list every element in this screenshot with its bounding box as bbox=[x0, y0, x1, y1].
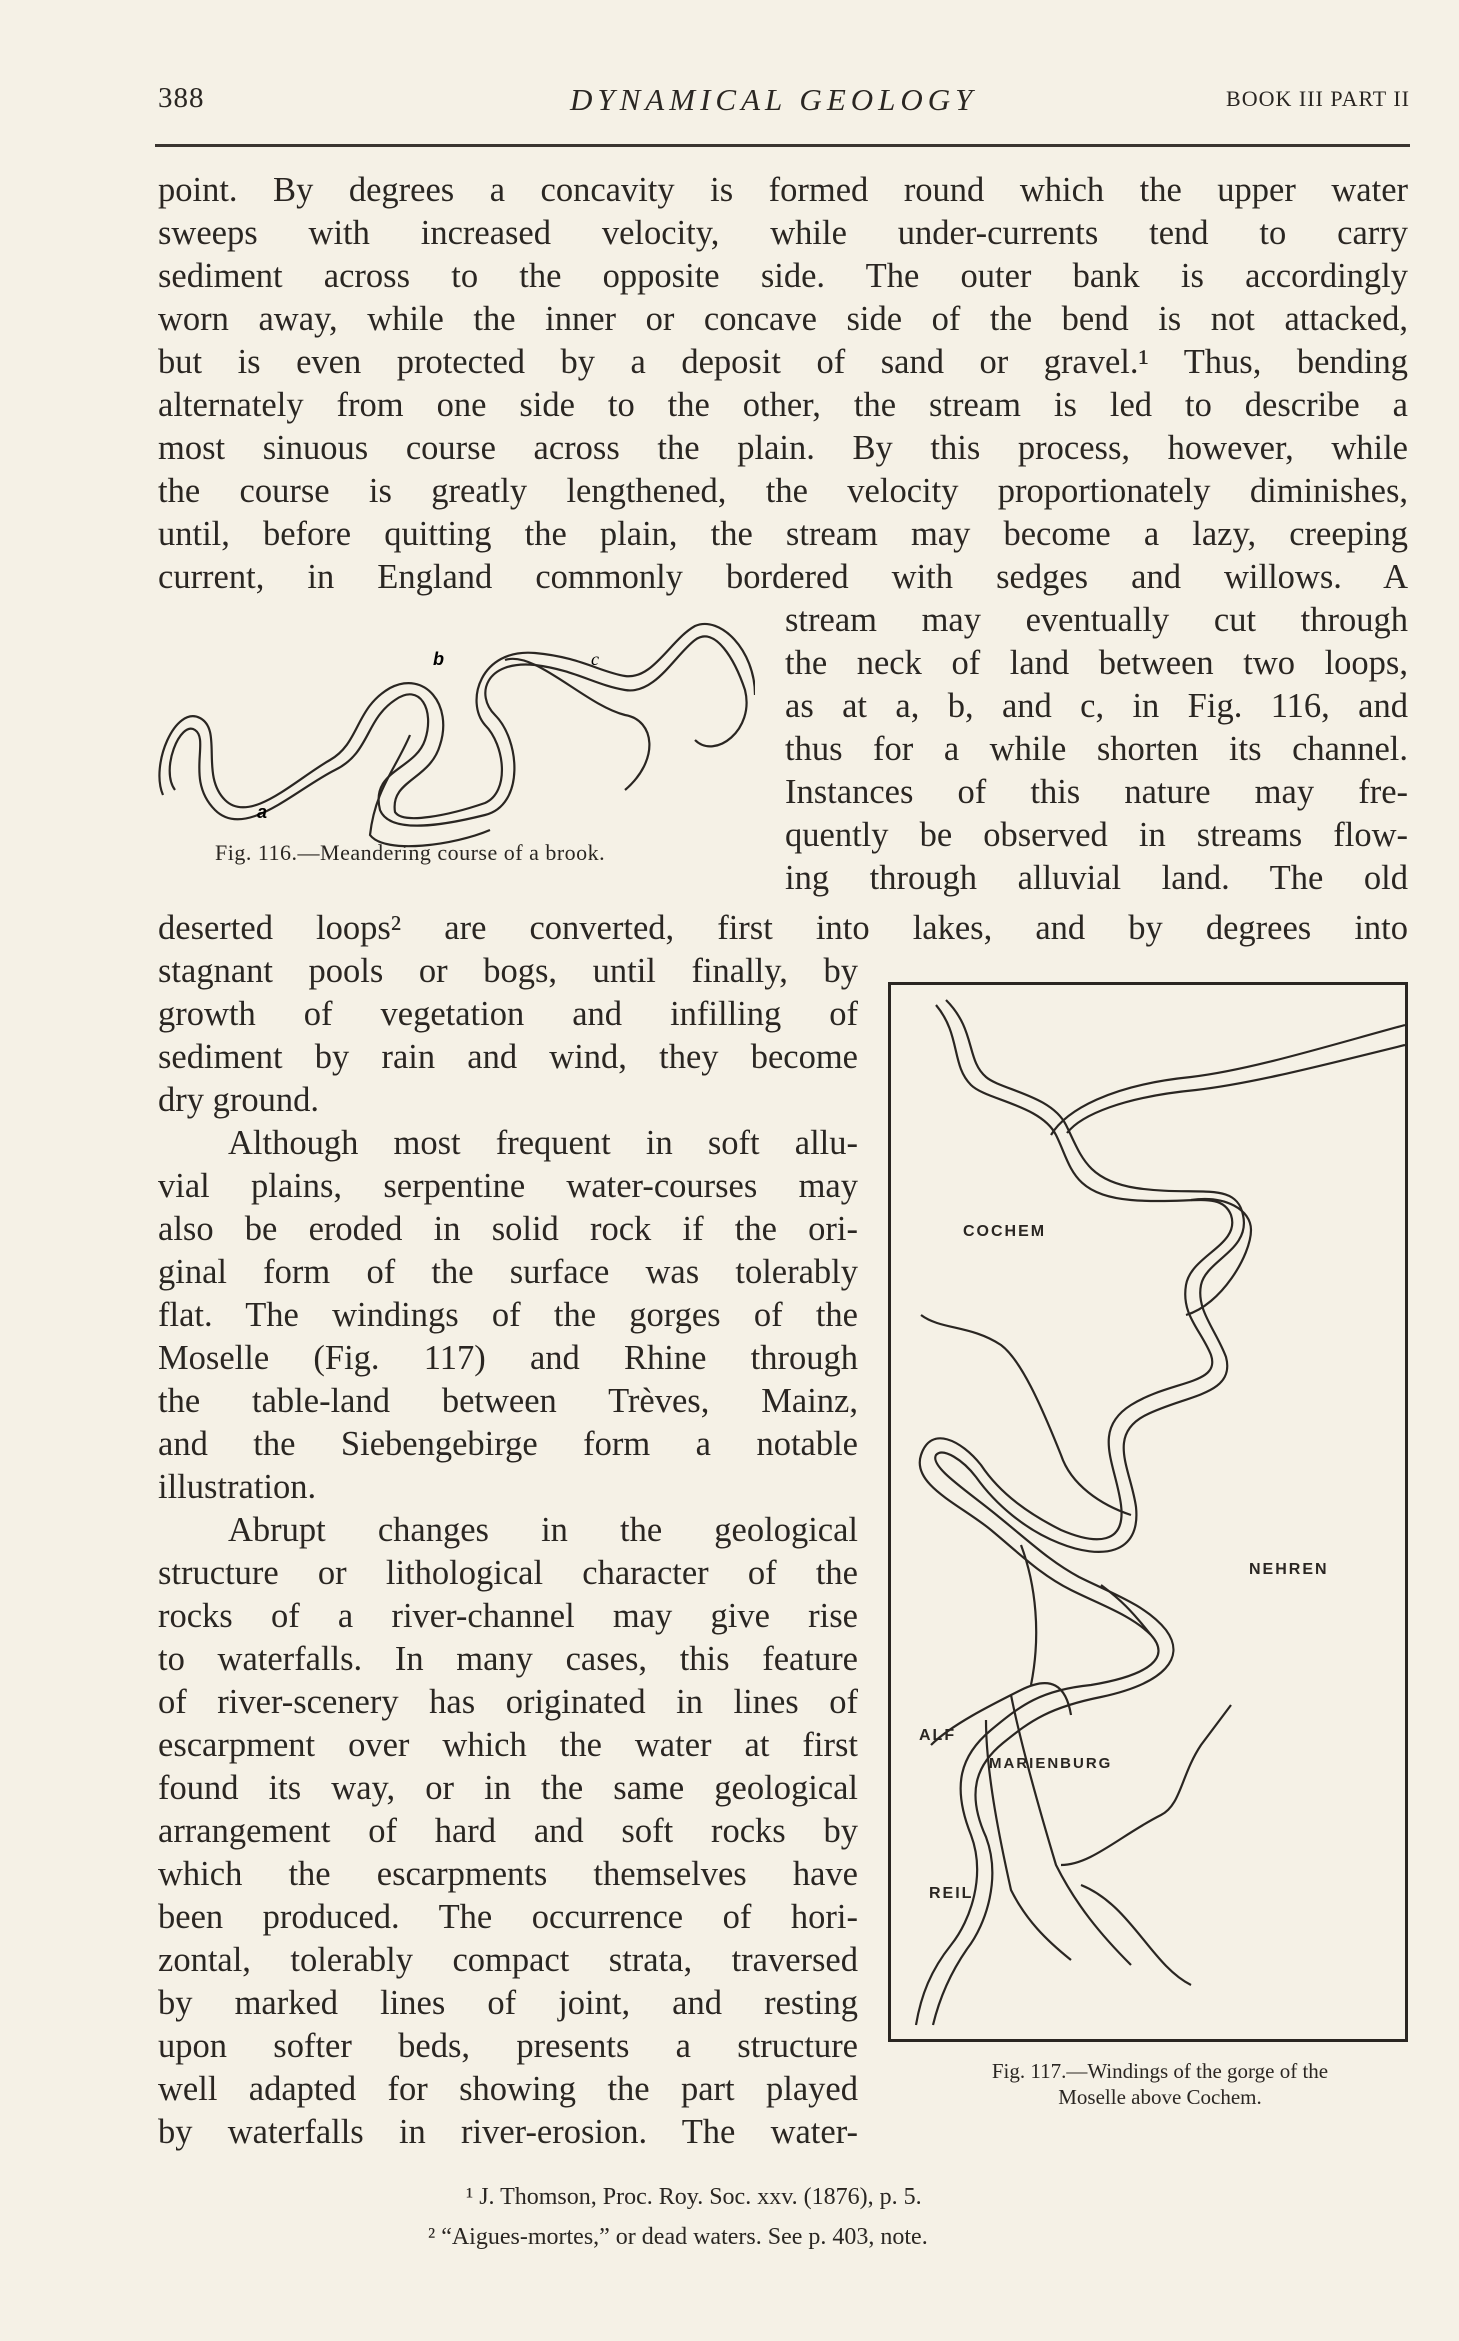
footnote-2: ² “Aigues-mortes,” or dead waters. See p. 403, note. bbox=[428, 2224, 928, 2250]
text-line: vial plains, serpentine water-courses may bbox=[158, 1167, 858, 1205]
fig117-caption-line: Fig. 117.—Windings of the gorge of the bbox=[991, 2059, 1329, 2083]
text-line: the neck of land between two loops, bbox=[785, 644, 1408, 682]
text-line: escarpment over which the water at first bbox=[158, 1726, 858, 1764]
place-label-marienburg: MARIENBURG bbox=[989, 1755, 1113, 1772]
text-line: ing through alluvial land. The old bbox=[785, 859, 1408, 897]
text-line: deserted loops² are converted, first into lakes, and by degrees into bbox=[158, 909, 1408, 947]
text-line: structure or lithological character of the bbox=[158, 1554, 858, 1592]
text-line: thus for a while shorten its channel. bbox=[785, 730, 1408, 768]
text-line: current, in England commonly bordered with sedges and willows. A bbox=[158, 558, 1408, 596]
fig117-caption-line: Moselle above Cochem. bbox=[1058, 2085, 1262, 2109]
fig117-moselle-map bbox=[888, 982, 1408, 2042]
text-line: Although most frequent in soft allu- bbox=[228, 1124, 858, 1162]
text-line: flat. The windings of the gorges of the bbox=[158, 1296, 858, 1334]
fig116-label-c: c bbox=[591, 649, 599, 669]
text-line: also be eroded in solid rock if the ori- bbox=[158, 1210, 858, 1248]
text-line: ginal form of the surface was tolerably bbox=[158, 1253, 858, 1291]
text-line: most sinuous course across the plain. By this process, however, while bbox=[158, 429, 1408, 467]
text-line: worn away, while the inner or concave side of the bend is not attacked, bbox=[158, 300, 1408, 338]
text-line: stream may eventually cut through bbox=[785, 601, 1408, 639]
text-line: sweeps with increased velocity, while under-currents tend to carry bbox=[158, 214, 1408, 252]
text-line: zontal, tolerably compact strata, traversed bbox=[158, 1941, 858, 1979]
text-line: illustration. bbox=[158, 1468, 317, 1506]
text-line: sediment by rain and wind, they become bbox=[158, 1038, 858, 1076]
place-label-reil: REIL bbox=[929, 1885, 974, 1902]
text-line: and the Siebengebirge form a notable bbox=[158, 1425, 858, 1463]
moselle-river-drawing bbox=[891, 985, 1405, 2039]
place-label-nehren: NEHREN bbox=[1249, 1561, 1329, 1578]
text-line: stagnant pools or bogs, until finally, by bbox=[158, 952, 858, 990]
text-line: to waterfalls. In many cases, this feature bbox=[158, 1640, 858, 1678]
text-line: by marked lines of joint, and resting bbox=[158, 1984, 858, 2022]
text-line: point. By degrees a concavity is formed round which the upper water bbox=[158, 171, 1408, 209]
place-label-cochem: COCHEM bbox=[963, 1223, 1047, 1240]
footnote-1: ¹ J. Thomson, Proc. Roy. Soc. xxv. (1876), p. 5. bbox=[466, 2184, 922, 2210]
text-line: Moselle (Fig. 117) and Rhine through bbox=[158, 1339, 858, 1377]
text-line: growth of vegetation and infilling of bbox=[158, 995, 858, 1033]
fig116-label-a: a bbox=[257, 802, 268, 822]
text-line: until, before quitting the plain, the stream may become a lazy, creeping bbox=[158, 515, 1408, 553]
page-number: 388 bbox=[158, 82, 205, 114]
running-header bbox=[150, 82, 1410, 122]
text-line: found its way, or in the same geological bbox=[158, 1769, 858, 1807]
text-line: the course is greatly lengthened, the velocity proportionately diminishes, bbox=[158, 472, 1408, 510]
fig117-caption bbox=[920, 2058, 1400, 2110]
text-line: sediment across to the opposite side. The outer bank is accordingly bbox=[158, 257, 1408, 295]
fig116-caption: Fig. 116.—Meandering course of a brook. bbox=[215, 840, 606, 865]
text-line: but is even protected by a deposit of sand or gravel.¹ Thus, bending bbox=[158, 343, 1408, 381]
text-line: which the escarpments themselves have bbox=[158, 1855, 858, 1893]
text-line: arrangement of hard and soft rocks by bbox=[158, 1812, 858, 1850]
text-line: by waterfalls in river-erosion. The water- bbox=[158, 2113, 858, 2151]
text-line: been produced. The occurrence of hori- bbox=[158, 1898, 858, 1936]
text-line: the table-land between Trèves, Mainz, bbox=[158, 1382, 858, 1420]
text-line: as at a, b, and c, in Fig. 116, and bbox=[785, 687, 1408, 725]
text-line: rocks of a river-channel may give rise bbox=[158, 1597, 858, 1635]
text-line: alternately from one side to the other, the stream is led to describe a bbox=[158, 386, 1408, 424]
header-rule bbox=[155, 144, 1410, 147]
text-line: of river-scenery has originated in lines of bbox=[158, 1683, 858, 1721]
fig116-label-b: b bbox=[433, 649, 444, 669]
book-section: BOOK III PART II bbox=[1226, 86, 1410, 111]
text-line: Abrupt changes in the geological bbox=[228, 1511, 858, 1549]
text-line: dry ground. bbox=[158, 1081, 319, 1119]
text-line: quently be observed in streams flow- bbox=[785, 816, 1408, 854]
text-line: upon softer beds, presents a structure bbox=[158, 2027, 858, 2065]
running-title: DYNAMICAL GEOLOGY bbox=[570, 82, 978, 117]
text-line: well adapted for showing the part played bbox=[158, 2070, 858, 2108]
place-label-alf: ALF bbox=[919, 1727, 957, 1744]
text-line: Instances of this nature may fre- bbox=[785, 773, 1408, 811]
